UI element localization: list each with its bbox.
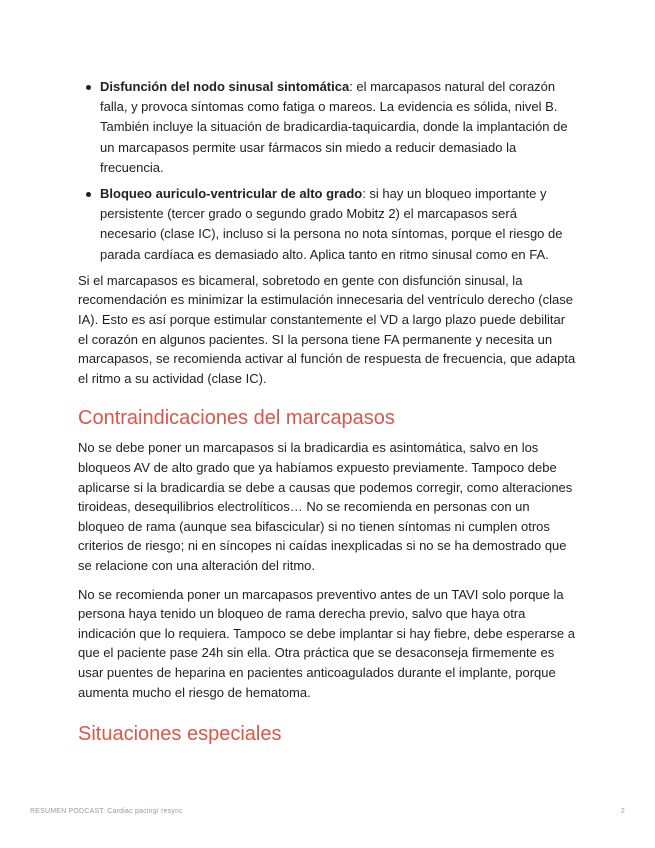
indications-list — [78, 77, 576, 265]
paragraph-bicameral: Si el marcapasos es bicameral, sobretodo en gente con disfunción sinusal, la recomendación es minimizar la estimulación innecesaria del ventrículo derecho (clase IA). Esto es así porque estimular constantemente el VD a largo plazo puede debilitar el corazón en algunos pacientes. SI la persona tiene FA permanente y necesita un marcapasos, se recomienda activar al función de respuesta de frecuencia, que adapta el ritmo a su actividad (clase IC). — [78, 272, 576, 386]
heading-special-situations: Situaciones especiales — [78, 723, 282, 746]
list-item-text: : si hay un bloqueo importante y persistente (tercer grado o segundo grado Mobitz 2) el marcapasos será necesario (clase IC), incluso si la persona no nota síntomas, porque el riesgo de parada cardíaca es demasiado alto. Aplica tanto en ritmo sinusal como en FA. — [100, 186, 563, 262]
page-footer — [30, 808, 625, 815]
list-item — [100, 77, 576, 178]
page-number: 2 — [620, 808, 625, 815]
paragraph: No se recomienda poner un marcapasos preventivo antes de un TAVI solo porque la persona haya tenido un bloqueo de rama derecha previo, salvo que haya otra indicación que lo requiera. Tampoco se debe implantar si hay fiebre, debe esperarse a que el paciente pase 24h sin ella. Otra práctica que se desaconseja firmemente es usar puentes de heparina en pacientes anticoagulados durante el implante, porque aumenta mucho el riesgo de hematoma. — [78, 586, 575, 700]
footer-title: RESUMEN PODCAST: Cardiac pacing/ resync — [30, 808, 183, 815]
list-item — [100, 184, 576, 265]
document-page — [78, 77, 576, 754]
bullet-icon — [86, 192, 91, 197]
bullet-icon — [86, 85, 91, 90]
list-item-term: Disfunción del nodo sinusal sintomática — [100, 79, 350, 94]
list-item-text: : el marcapasos natural del corazón falla, y provoca síntomas como fatiga o mareos. La evidencia es sólida, nivel B. También incluye la situación de bradicardia-taquicardia, donde la implantación de un marcapasos permite usar fármacos sin miedo a reducir demasiado la frecuencia. — [100, 79, 568, 175]
list-item-term: Bloqueo auriculo-ventricular de alto grado — [100, 186, 363, 202]
paragraph: No se debe poner un marcapasos si la bradicardia es asintomática, salvo en los bloqueos AV de alto grado que ya habíamos expuesto previamente. Tampoco debe aplicarse si la bradicardia se debe a causas que podemos corregir, como alteraciones tiroideas, desequilibrios electrolíticos… No se recomienda en personas con un bloqueo de rama (aunque sea bifascicular) si no tienen síntomas ni cumplen otros criterios de riesgo; ni en síncopes ni caídas inexplicadas si no se ha demostrado que se relacione con una alteración del ritmo. — [78, 440, 573, 573]
heading-contraindications: Contraindicaciones del marcapasos — [78, 407, 395, 430]
